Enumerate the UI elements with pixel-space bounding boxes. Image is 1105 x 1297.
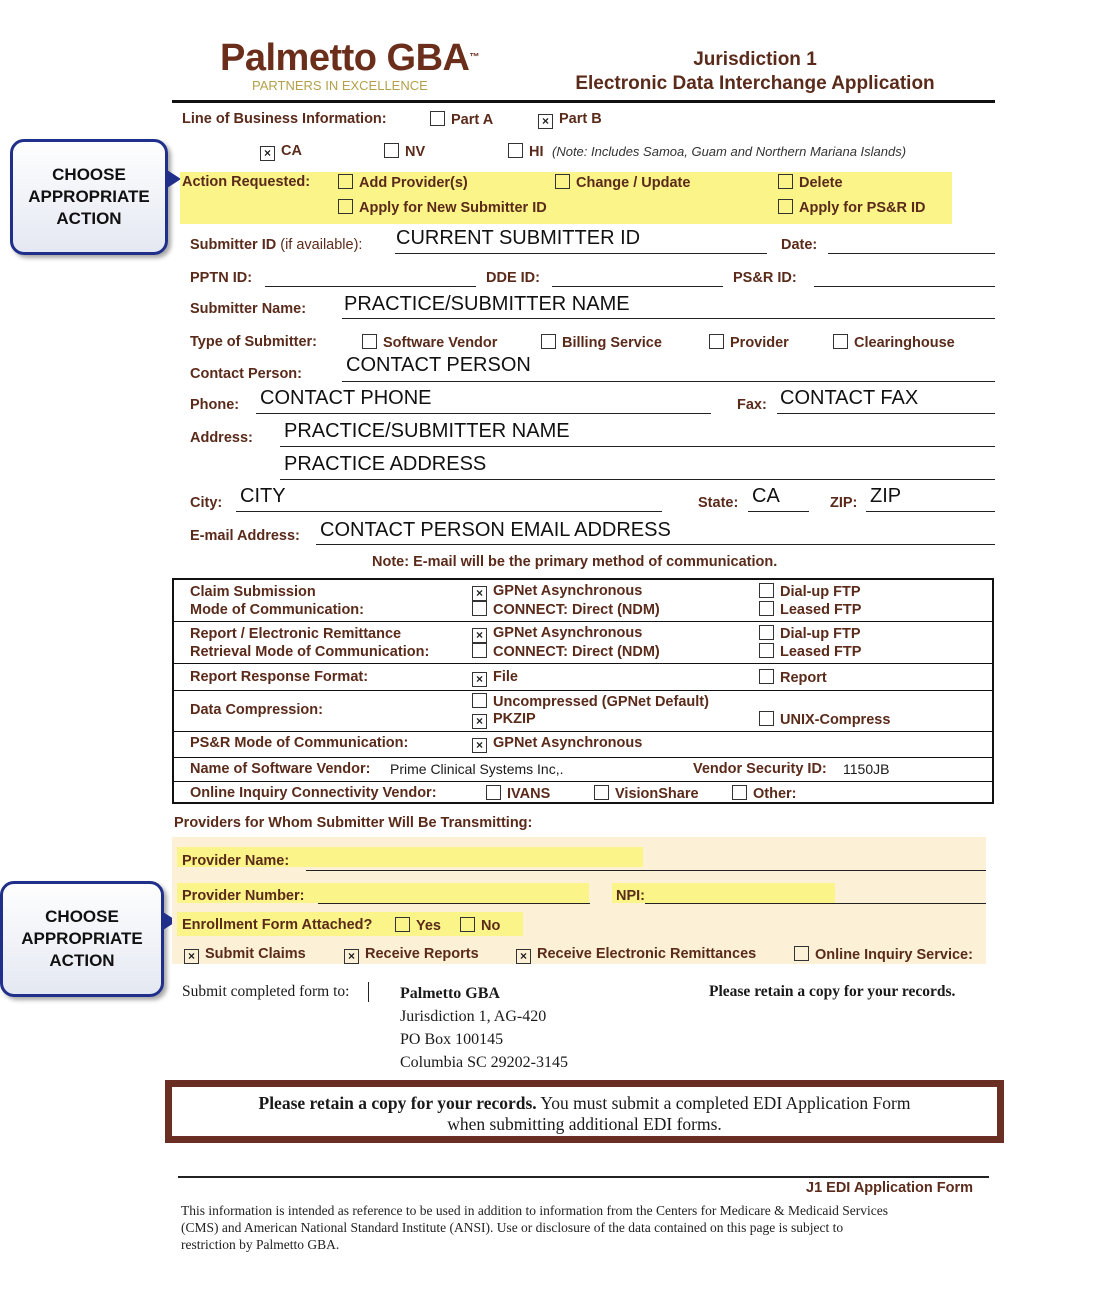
ivans-checkbox[interactable] xyxy=(486,785,501,800)
inquiry-vendor-label: Online Inquiry Connectivity Vendor: xyxy=(190,785,437,801)
file-checkbox[interactable]: × xyxy=(472,672,487,687)
address-line-1 xyxy=(280,446,995,447)
footer-rule xyxy=(178,1176,989,1178)
address-value-1[interactable]: PRACTICE/SUBMITTER NAME xyxy=(284,420,570,442)
nv-option[interactable]: NV xyxy=(384,143,425,160)
address-label: Address: xyxy=(190,430,253,446)
change-update-checkbox[interactable] xyxy=(555,174,570,189)
pkzip-option[interactable]: × PKZIP xyxy=(472,711,536,729)
submit-to-label: Submit completed form to: xyxy=(182,983,350,1000)
report-connect-checkbox[interactable] xyxy=(472,643,487,658)
delete-checkbox[interactable] xyxy=(778,174,793,189)
footer-disclaimer: This information is intended as reference to be used in addition to information from the Centers for Medicare & Medicaid Services (CMS) and American National Standard Institute (ANSI). Use or disclosure of the data contained on this page is subject to restriction by Palmetto GBA. xyxy=(181,1203,889,1252)
add-provider-option[interactable]: Add Provider(s) xyxy=(338,174,468,191)
form-title xyxy=(540,48,970,96)
notice-line-1: Please retain a copy for your records. You must submit a completed EDI Application Form xyxy=(258,1093,911,1113)
billing-service-option[interactable]: Billing Service xyxy=(541,334,662,351)
provider-name-line[interactable] xyxy=(306,870,986,871)
enrollment-no-checkbox[interactable] xyxy=(460,917,475,932)
claim-dialup-checkbox[interactable] xyxy=(759,583,774,598)
city-line xyxy=(236,511,662,512)
clearinghouse-checkbox[interactable] xyxy=(833,334,848,349)
provider-option[interactable]: Provider xyxy=(709,334,789,351)
clearinghouse-option[interactable]: Clearinghouse xyxy=(833,334,955,351)
address-value-2[interactable]: PRACTICE ADDRESS xyxy=(284,453,487,475)
provider-checkbox[interactable] xyxy=(709,334,724,349)
receive-reports-option[interactable]: × Receive Reports xyxy=(344,946,479,964)
report-leased-option[interactable]: Leased FTP xyxy=(759,643,861,660)
footer-form-name: J1 EDI Application Form xyxy=(806,1180,974,1196)
contact-person-line xyxy=(342,381,995,382)
dde-id-line[interactable] xyxy=(552,286,723,287)
claim-gpnet-option[interactable]: × GPNet Asynchronous xyxy=(472,583,642,601)
software-vendor-name-label: Name of Software Vendor: xyxy=(190,761,371,777)
retain-copy-text: Please retain a copy for your records. xyxy=(709,983,956,1000)
logo-text: Palmetto GBA xyxy=(220,37,470,79)
contact-person-value[interactable]: CONTACT PERSON xyxy=(346,354,531,376)
state-value[interactable]: CA xyxy=(752,485,780,507)
report-dialup-option[interactable]: Dial-up FTP xyxy=(759,625,861,642)
visionshare-option[interactable]: VisionShare xyxy=(594,785,699,802)
logo: Palmetto GBA™ PARTNERS IN EXCELLENCE xyxy=(220,37,479,93)
fax-value[interactable]: CONTACT FAX xyxy=(780,387,919,409)
report-checkbox[interactable] xyxy=(759,669,774,684)
pptn-id-label: PPTN ID: xyxy=(190,270,253,286)
claim-gpnet-checkbox[interactable]: × xyxy=(472,586,487,601)
contact-person-label: Contact Person: xyxy=(190,366,302,382)
ca-option[interactable]: × CA xyxy=(260,143,302,161)
notice-box xyxy=(165,1080,1004,1143)
npi-label: NPI: xyxy=(616,888,645,904)
claim-connect-option[interactable]: CONNECT: Direct (NDM) xyxy=(472,601,660,618)
submit-to-divider xyxy=(368,982,369,1002)
claim-submission-label: Claim Submission Mode of Communication: xyxy=(190,584,364,618)
part-a-option[interactable]: Part A xyxy=(430,111,493,128)
type-of-submitter-label: Type of Submitter: xyxy=(190,334,318,350)
receive-reports-checkbox[interactable]: × xyxy=(344,949,359,964)
pkzip-checkbox[interactable]: × xyxy=(472,714,487,729)
online-inquiry-option[interactable]: Online Inquiry Service: xyxy=(794,946,978,963)
report-connect-option[interactable]: CONNECT: Direct (NDM) xyxy=(472,643,660,660)
other-checkbox[interactable] xyxy=(732,785,747,800)
software-vendor-checkbox[interactable] xyxy=(362,334,377,349)
hi-note: (Note: Includes Samoa, Guam and Northern Mariana Islands) xyxy=(552,144,907,159)
email-value[interactable]: CONTACT PERSON EMAIL ADDRESS xyxy=(320,519,671,541)
report-retrieval-label: Report / Electronic Remittance Retrieval Mode of Communication: xyxy=(190,626,430,660)
hi-option[interactable]: HI xyxy=(508,143,544,160)
city-value[interactable]: CITY xyxy=(240,485,286,507)
enrollment-no-option[interactable]: No xyxy=(460,917,500,934)
submitter-name-label: Submitter Name: xyxy=(190,301,307,317)
vendor-security-label: Vendor Security ID: xyxy=(693,761,827,777)
address-line-2 xyxy=(280,479,995,480)
report-gpnet-option[interactable]: × GPNet Asynchronous xyxy=(472,625,642,643)
fax-label: Fax: xyxy=(737,397,767,413)
date-line[interactable] xyxy=(828,253,995,254)
receive-remittances-checkbox[interactable]: × xyxy=(516,949,531,964)
submitter-id-line xyxy=(395,253,767,254)
enrollment-label: Enrollment Form Attached? xyxy=(182,917,373,933)
enrollment-yes-checkbox[interactable] xyxy=(395,917,410,932)
hi-checkbox[interactable] xyxy=(508,143,523,158)
jurisdiction-title: Jurisdiction 1 xyxy=(693,49,817,70)
vendor-security-value[interactable]: 1150JB xyxy=(843,761,890,777)
submitter-id-value[interactable]: CURRENT SUBMITTER ID xyxy=(396,227,641,249)
software-vendor-option[interactable]: Software Vendor xyxy=(362,334,497,351)
delete-option[interactable]: Delete xyxy=(778,174,843,191)
psr-gpnet-checkbox[interactable]: × xyxy=(472,738,487,753)
email-line xyxy=(316,544,995,545)
uncompressed-checkbox[interactable] xyxy=(472,693,487,708)
psr-id-line[interactable] xyxy=(814,286,995,287)
software-vendor-name-value[interactable]: Prime Clinical Systems Inc,. xyxy=(390,761,564,777)
billing-service-checkbox[interactable] xyxy=(541,334,556,349)
mailing-org: Palmetto GBA xyxy=(400,985,500,1002)
mailing-line-2: PO Box 100145 xyxy=(400,1031,504,1048)
change-update-option[interactable]: Change / Update xyxy=(555,174,690,191)
claim-leased-option[interactable]: Leased FTP xyxy=(759,601,861,618)
online-inquiry-checkbox[interactable] xyxy=(794,946,809,961)
fax-line xyxy=(777,413,995,414)
line-of-business-label: Line of Business Information: xyxy=(182,111,387,127)
phone-line xyxy=(256,413,711,414)
psr-id-checkbox[interactable] xyxy=(778,199,793,214)
claim-leased-checkbox[interactable] xyxy=(759,601,774,616)
mailing-address xyxy=(400,982,568,1074)
uncompressed-option[interactable]: Uncompressed (GPNet Default) xyxy=(472,693,709,710)
ivans-option[interactable]: IVANS xyxy=(486,785,550,802)
report-option[interactable]: Report xyxy=(759,669,827,686)
date-label: Date: xyxy=(781,237,818,253)
report-gpnet-checkbox[interactable]: × xyxy=(472,628,487,643)
phone-value[interactable]: CONTACT PHONE xyxy=(260,387,432,409)
add-provider-checkbox[interactable] xyxy=(338,174,353,189)
providers-heading: Providers for Whom Submitter Will Be Transmitting: xyxy=(174,815,533,831)
mailing-line-3: Columbia SC 29202-3145 xyxy=(400,1054,569,1071)
callout-choose-action-1: CHOOSE APPROPRIATE ACTION xyxy=(10,139,168,255)
npi-highlight xyxy=(612,883,835,903)
new-submitter-id-checkbox[interactable] xyxy=(338,199,353,214)
nv-checkbox[interactable] xyxy=(384,143,399,158)
state-line xyxy=(748,511,809,512)
ca-checkbox[interactable]: × xyxy=(260,146,275,161)
dde-id-label: DDE ID: xyxy=(486,270,540,286)
psr-mode-label: PS&R Mode of Communication: xyxy=(190,735,409,751)
provider-number-label: Provider Number: xyxy=(182,888,305,904)
state-label: State: xyxy=(698,495,739,511)
zip-value[interactable]: ZIP xyxy=(870,485,902,507)
submitter-id-label: Submitter ID (if available): xyxy=(190,237,363,253)
report-dialup-checkbox[interactable] xyxy=(759,625,774,640)
provider-number-line[interactable] xyxy=(318,903,590,904)
pptn-id-line[interactable] xyxy=(265,286,476,287)
email-note: Note: E-mail will be the primary method of communication. xyxy=(372,554,778,570)
city-label: City: xyxy=(190,495,223,511)
header-rule xyxy=(172,100,995,103)
other-option[interactable]: Other: xyxy=(732,785,797,802)
psr-id-label: PS&R ID: xyxy=(733,270,797,286)
unix-compress-checkbox[interactable] xyxy=(759,711,774,726)
submit-claims-checkbox[interactable]: × xyxy=(184,949,199,964)
zip-label: ZIP: xyxy=(830,495,858,511)
part-b-option[interactable]: × Part B xyxy=(538,111,602,129)
provider-name-label: Provider Name: xyxy=(182,853,290,869)
unix-compress-option[interactable]: UNIX-Compress xyxy=(759,711,890,728)
new-submitter-id-option[interactable]: Apply for New Submitter ID xyxy=(338,199,547,216)
visionshare-checkbox[interactable] xyxy=(594,785,609,800)
enrollment-yes-option[interactable]: Yes xyxy=(395,917,441,934)
zip-line xyxy=(866,511,995,512)
file-option[interactable]: × File xyxy=(472,669,518,687)
npi-line[interactable] xyxy=(645,903,986,904)
submit-claims-option[interactable]: × Submit Claims xyxy=(184,946,306,964)
data-compression-label: Data Compression: xyxy=(190,702,323,718)
logo-tagline: PARTNERS IN EXCELLENCE xyxy=(252,78,428,93)
psr-id-option[interactable]: Apply for PS&R ID xyxy=(778,199,925,216)
receive-remittances-option[interactable]: × Receive Electronic Remittances xyxy=(516,946,756,964)
callout-choose-action-2: CHOOSE APPROPRIATE ACTION xyxy=(0,881,164,997)
claim-dialup-option[interactable]: Dial-up FTP xyxy=(759,583,861,600)
notice-line-2: when submitting additional EDI forms. xyxy=(447,1114,722,1134)
action-requested-label: Action Requested: xyxy=(182,174,311,190)
mailing-line-1: Jurisdiction 1, AG-420 xyxy=(400,1008,547,1025)
part-b-checkbox[interactable]: × xyxy=(538,114,553,129)
phone-label: Phone: xyxy=(190,397,240,413)
submitter-name-line xyxy=(342,318,995,319)
email-label: E-mail Address: xyxy=(190,528,300,544)
claim-connect-checkbox[interactable] xyxy=(472,601,487,616)
application-title: Electronic Data Interchange Application xyxy=(575,73,935,94)
part-a-checkbox[interactable] xyxy=(430,111,445,126)
response-format-label: Report Response Format: xyxy=(190,669,369,685)
psr-gpnet-option[interactable]: × GPNet Asynchronous xyxy=(472,735,642,753)
submitter-name-value[interactable]: PRACTICE/SUBMITTER NAME xyxy=(344,293,630,315)
report-leased-checkbox[interactable] xyxy=(759,643,774,658)
